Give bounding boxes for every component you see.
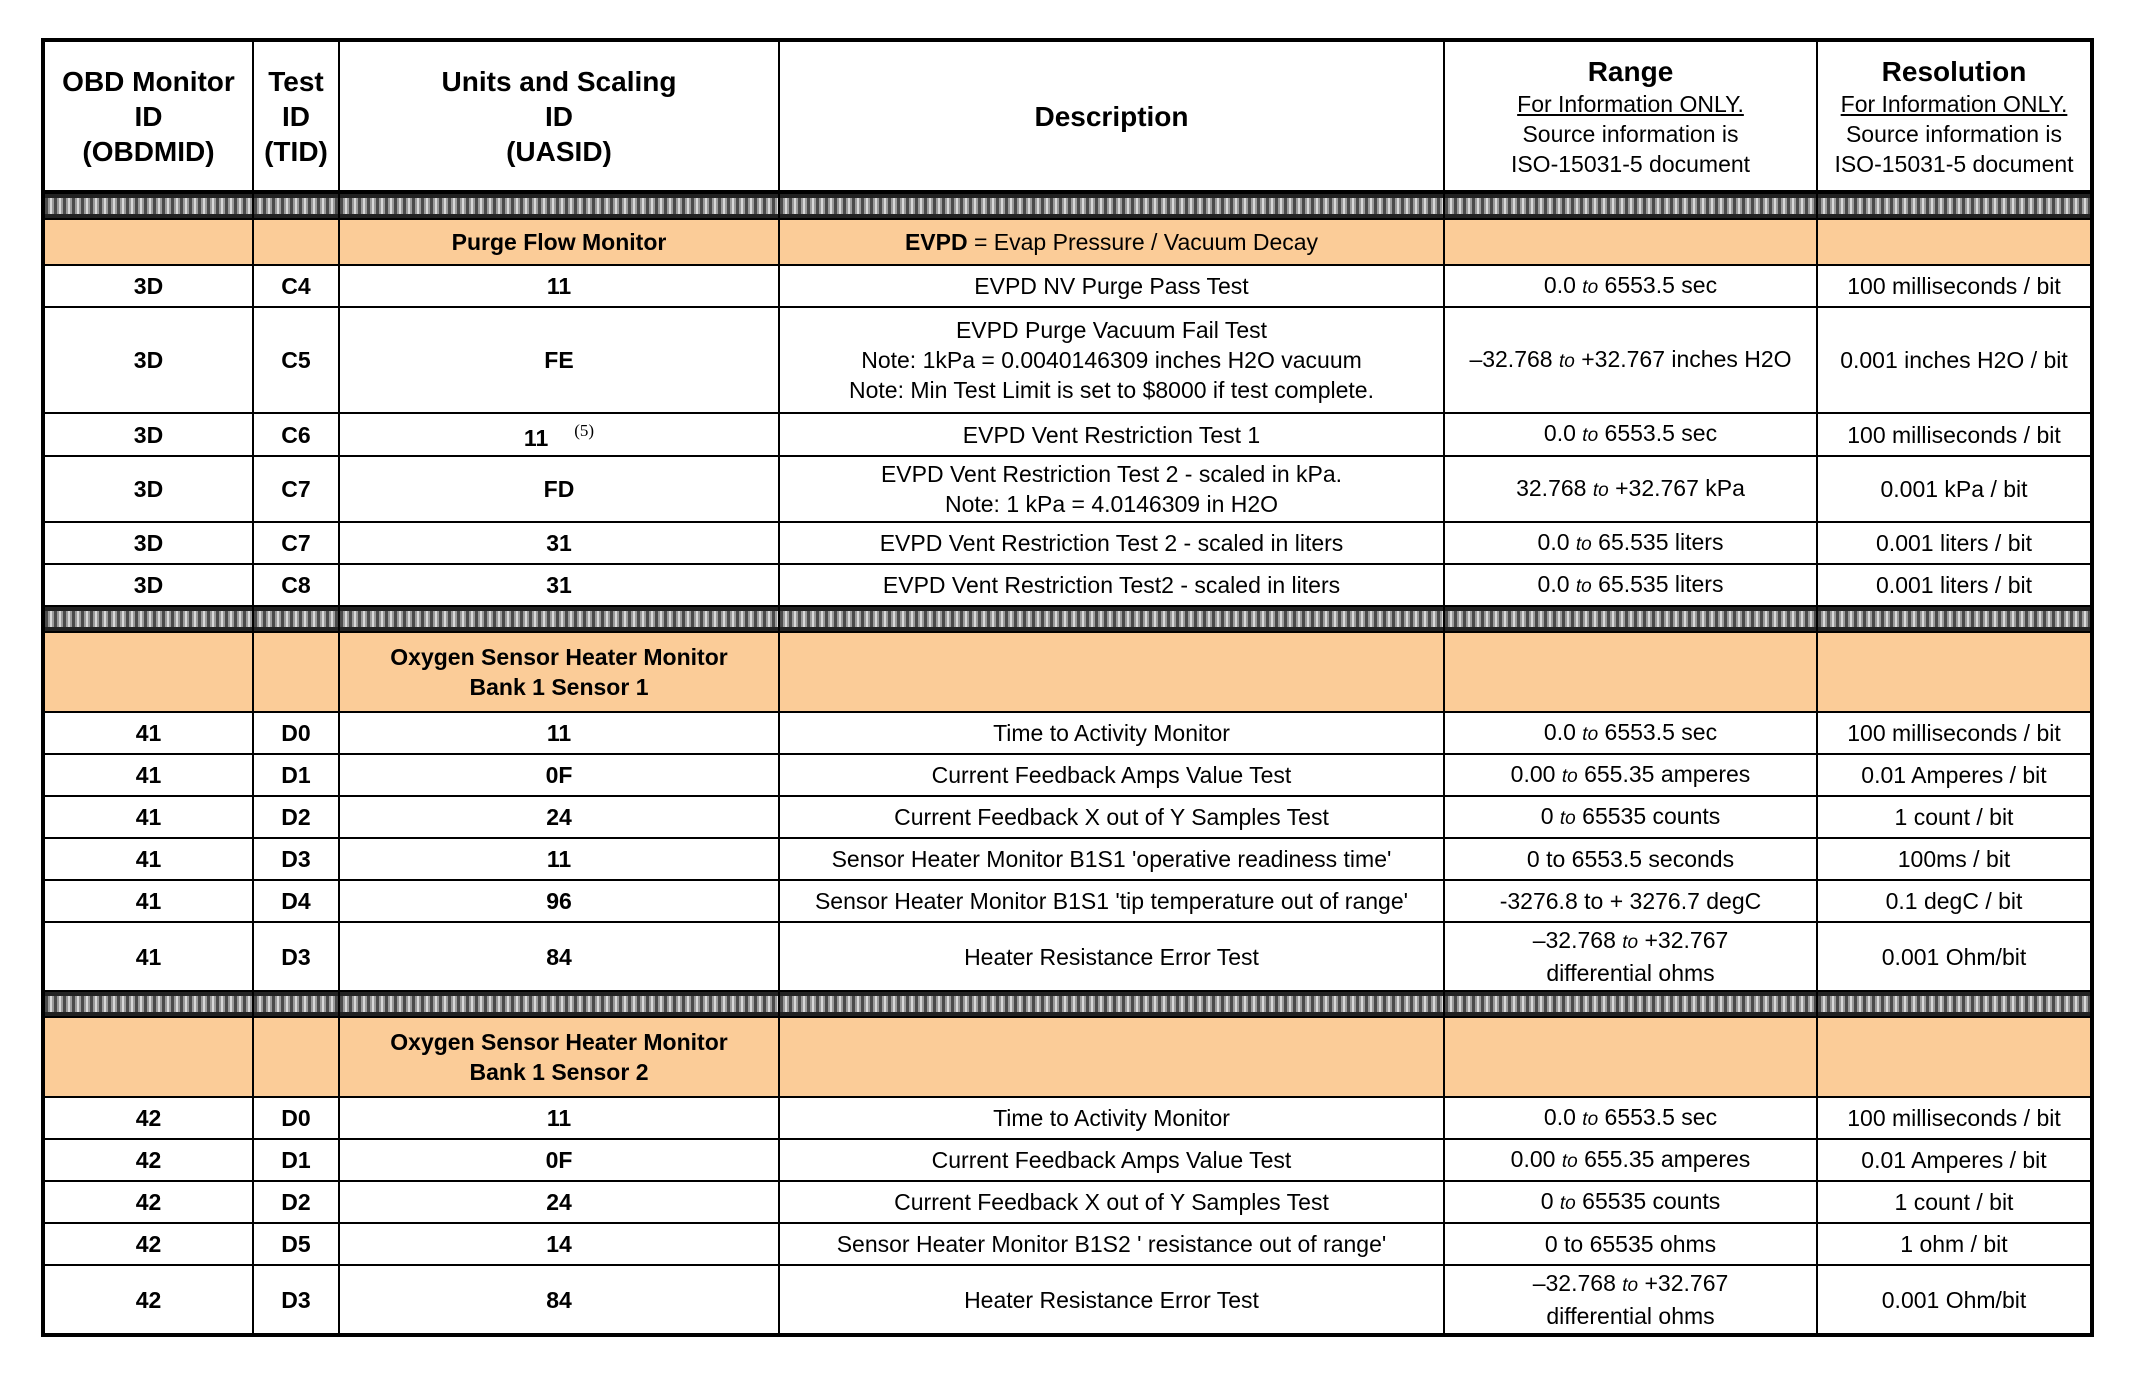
header-resolution-source: Source information is ISO-15031-5 document bbox=[1834, 120, 2074, 177]
cell-obdmid: 3D bbox=[43, 564, 253, 606]
table-row bbox=[43, 564, 2092, 606]
header-range-info: For Information ONLY. bbox=[1517, 90, 1744, 117]
separator-cell bbox=[779, 606, 1444, 632]
cell-resolution: 0.001 liters / bit bbox=[1817, 522, 2092, 564]
obdmid-table bbox=[41, 38, 2094, 1337]
cell-uasid: 11 bbox=[339, 1097, 779, 1139]
section-empty-cell bbox=[1444, 1017, 1817, 1097]
header-tid: Test ID (TID) bbox=[253, 40, 339, 192]
cell-range: 0 to 65535 ohms bbox=[1444, 1223, 1817, 1265]
separator-cell bbox=[43, 606, 253, 632]
cell-description: Heater Resistance Error Test bbox=[779, 1265, 1444, 1335]
cell-resolution: 100 milliseconds / bit bbox=[1817, 265, 2092, 307]
cell-tid: D0 bbox=[253, 712, 339, 754]
separator-cell bbox=[339, 606, 779, 632]
cell-description: Current Feedback Amps Value Test bbox=[779, 1139, 1444, 1181]
cell-range: 0.0 to 65.535 liters bbox=[1444, 564, 1817, 606]
section-title: Purge Flow Monitor bbox=[339, 219, 779, 265]
header-range bbox=[1444, 40, 1817, 192]
cell-tid: D0 bbox=[253, 1097, 339, 1139]
cell-range: 0 to 65535 counts bbox=[1444, 796, 1817, 838]
section-description bbox=[779, 1017, 1444, 1097]
cell-resolution: 0.01 Amperes / bit bbox=[1817, 1139, 2092, 1181]
cell-obdmid: 41 bbox=[43, 796, 253, 838]
cell-description: Current Feedback X out of Y Samples Test bbox=[779, 1181, 1444, 1223]
cell-range: 0.0 to 6553.5 sec bbox=[1444, 265, 1817, 307]
section-empty-cell bbox=[1444, 632, 1817, 712]
separator-cell bbox=[339, 192, 779, 219]
section-header-row bbox=[43, 219, 2092, 265]
cell-tid: D1 bbox=[253, 1139, 339, 1181]
footnote-marker: (5) bbox=[574, 421, 595, 440]
separator-cell bbox=[253, 991, 339, 1017]
table-row bbox=[43, 796, 2092, 838]
header-obdmid: OBD Monitor ID (OBDMID) bbox=[43, 40, 253, 192]
cell-description: Sensor Heater Monitor B1S1 'operative readiness time' bbox=[779, 838, 1444, 880]
separator-cell bbox=[779, 192, 1444, 219]
cell-tid: D5 bbox=[253, 1223, 339, 1265]
cell-resolution: 0.01 Amperes / bit bbox=[1817, 754, 2092, 796]
cell-resolution: 0.001 kPa / bit bbox=[1817, 456, 2092, 522]
cell-obdmid: 42 bbox=[43, 1097, 253, 1139]
cell-range: 0 to 65535 counts bbox=[1444, 1181, 1817, 1223]
table-row bbox=[43, 456, 2092, 522]
table-body bbox=[43, 40, 2092, 1335]
section-title: Oxygen Sensor Heater Monitor Bank 1 Sensor 2 bbox=[339, 1017, 779, 1097]
table-row bbox=[43, 922, 2092, 991]
cell-resolution: 100 milliseconds / bit bbox=[1817, 712, 2092, 754]
header-description: Description bbox=[779, 40, 1444, 192]
section-empty-cell bbox=[253, 632, 339, 712]
section-description bbox=[779, 632, 1444, 712]
cell-obdmid: 41 bbox=[43, 922, 253, 991]
cell-tid: D4 bbox=[253, 880, 339, 922]
cell-description: Sensor Heater Monitor B1S1 'tip temperature out of range' bbox=[779, 880, 1444, 922]
cell-tid: C6 bbox=[253, 413, 339, 456]
cell-uasid: 0F bbox=[339, 754, 779, 796]
cell-tid: C7 bbox=[253, 456, 339, 522]
table-row bbox=[43, 838, 2092, 880]
table-row bbox=[43, 307, 2092, 413]
table-row bbox=[43, 1097, 2092, 1139]
separator-cell bbox=[1444, 606, 1817, 632]
cell-tid: C5 bbox=[253, 307, 339, 413]
cell-obdmid: 42 bbox=[43, 1181, 253, 1223]
cell-range: –32.768 to +32.767 inches H2O bbox=[1444, 307, 1817, 413]
cell-resolution: 0.001 Ohm/bit bbox=[1817, 1265, 2092, 1335]
section-empty-cell bbox=[43, 632, 253, 712]
cell-resolution: 1 count / bit bbox=[1817, 796, 2092, 838]
section-empty-cell bbox=[43, 219, 253, 265]
header-resolution-title: Resolution bbox=[1881, 55, 2027, 87]
separator-cell bbox=[1817, 991, 2092, 1017]
cell-description: EVPD Vent Restriction Test 2 - scaled in liters bbox=[779, 522, 1444, 564]
section-separator bbox=[43, 192, 2092, 219]
section-empty-cell bbox=[1817, 632, 2092, 712]
separator-cell bbox=[1444, 991, 1817, 1017]
table-row bbox=[43, 265, 2092, 307]
table-row bbox=[43, 754, 2092, 796]
table-row bbox=[43, 712, 2092, 754]
section-header-row bbox=[43, 1017, 2092, 1097]
cell-obdmid: 41 bbox=[43, 712, 253, 754]
table-row bbox=[43, 1223, 2092, 1265]
cell-description: Current Feedback X out of Y Samples Test bbox=[779, 796, 1444, 838]
cell-tid: D2 bbox=[253, 796, 339, 838]
cell-uasid: 31 bbox=[339, 564, 779, 606]
cell-uasid: 24 bbox=[339, 796, 779, 838]
section-description bbox=[779, 219, 1444, 265]
cell-uasid: 96 bbox=[339, 880, 779, 922]
section-empty-cell bbox=[43, 1017, 253, 1097]
cell-uasid: 11 bbox=[339, 712, 779, 754]
section-empty-cell bbox=[1817, 219, 2092, 265]
cell-obdmid: 3D bbox=[43, 413, 253, 456]
cell-range: –32.768 to +32.767 differential ohms bbox=[1444, 922, 1817, 991]
cell-resolution: 100 milliseconds / bit bbox=[1817, 1097, 2092, 1139]
cell-range: 0.0 to 6553.5 sec bbox=[1444, 712, 1817, 754]
cell-range: 32.768 to +32.767 kPa bbox=[1444, 456, 1817, 522]
cell-uasid: 11 $^{(5)}$ bbox=[339, 413, 779, 456]
cell-obdmid: 3D bbox=[43, 456, 253, 522]
cell-tid: C8 bbox=[253, 564, 339, 606]
cell-description: Current Feedback Amps Value Test bbox=[779, 754, 1444, 796]
cell-description: EVPD Vent Restriction Test 2 - scaled in kPa. Note: 1 kPa = 4.0146309 in H2O bbox=[779, 456, 1444, 522]
cell-resolution: 100 milliseconds / bit bbox=[1817, 413, 2092, 456]
cell-range: 0 to 6553.5 seconds bbox=[1444, 838, 1817, 880]
header-resolution-info: For Information ONLY. bbox=[1840, 90, 2068, 117]
cell-range: -3276.8 to + 3276.7 degC bbox=[1444, 880, 1817, 922]
cell-resolution: 0.001 liters / bit bbox=[1817, 564, 2092, 606]
separator-cell bbox=[43, 991, 253, 1017]
cell-range: 0.00 to 655.35 amperes bbox=[1444, 754, 1817, 796]
cell-resolution: 0.001 inches H2O / bit bbox=[1817, 307, 2092, 413]
cell-resolution: 1 count / bit bbox=[1817, 1181, 2092, 1223]
cell-description: EVPD Purge Vacuum Fail Test Note: 1kPa = 0.0040146309 inches H2O vacuum Note: Min Test Limit is set to $8000 if test complete. bbox=[779, 307, 1444, 413]
table-row bbox=[43, 1265, 2092, 1335]
section-description-text: = Evap Pressure / Vacuum Decay bbox=[967, 229, 1319, 255]
section-empty-cell bbox=[1817, 1017, 2092, 1097]
separator-cell bbox=[779, 991, 1444, 1017]
section-title: Oxygen Sensor Heater Monitor Bank 1 Sensor 1 bbox=[339, 632, 779, 712]
cell-tid: D3 bbox=[253, 1265, 339, 1335]
cell-tid: D2 bbox=[253, 1181, 339, 1223]
cell-uasid: 14 bbox=[339, 1223, 779, 1265]
cell-uasid: 0F bbox=[339, 1139, 779, 1181]
cell-range: 0.0 to 65.535 liters bbox=[1444, 522, 1817, 564]
cell-description: Heater Resistance Error Test bbox=[779, 922, 1444, 991]
header-range-source: Source information is ISO-15031-5 document bbox=[1510, 120, 1751, 177]
cell-resolution: 100ms / bit bbox=[1817, 838, 2092, 880]
cell-description: Time to Activity Monitor bbox=[779, 1097, 1444, 1139]
obdmid-table-page bbox=[41, 38, 2090, 1337]
cell-uasid: 24 bbox=[339, 1181, 779, 1223]
cell-tid: D3 bbox=[253, 838, 339, 880]
cell-range: 0.0 to 6553.5 sec bbox=[1444, 413, 1817, 456]
cell-description: EVPD Vent Restriction Test 1 bbox=[779, 413, 1444, 456]
separator-cell bbox=[253, 606, 339, 632]
cell-uasid: FE bbox=[339, 307, 779, 413]
table-row bbox=[43, 1181, 2092, 1223]
cell-uasid: 84 bbox=[339, 922, 779, 991]
cell-tid: D1 bbox=[253, 754, 339, 796]
separator-cell bbox=[1444, 192, 1817, 219]
section-separator bbox=[43, 606, 2092, 632]
cell-description: EVPD NV Purge Pass Test bbox=[779, 265, 1444, 307]
cell-tid: D3 bbox=[253, 922, 339, 991]
cell-uasid: 11 bbox=[339, 265, 779, 307]
cell-obdmid: 3D bbox=[43, 265, 253, 307]
header-row bbox=[43, 40, 2092, 192]
cell-obdmid: 41 bbox=[43, 754, 253, 796]
section-header-row bbox=[43, 632, 2092, 712]
cell-description: EVPD Vent Restriction Test2 - scaled in liters bbox=[779, 564, 1444, 606]
separator-cell bbox=[253, 192, 339, 219]
header-range-title: Range bbox=[1587, 55, 1674, 87]
cell-uasid: 11 bbox=[339, 838, 779, 880]
cell-range: 0.00 to 655.35 amperes bbox=[1444, 1139, 1817, 1181]
cell-obdmid: 3D bbox=[43, 522, 253, 564]
cell-range: 0.0 to 6553.5 sec bbox=[1444, 1097, 1817, 1139]
header-resolution bbox=[1817, 40, 2092, 192]
section-empty-cell bbox=[253, 219, 339, 265]
cell-obdmid: 3D bbox=[43, 307, 253, 413]
cell-tid: C4 bbox=[253, 265, 339, 307]
cell-description: Sensor Heater Monitor B1S2 ' resistance out of range' bbox=[779, 1223, 1444, 1265]
table-row bbox=[43, 880, 2092, 922]
section-separator bbox=[43, 991, 2092, 1017]
cell-uasid: 84 bbox=[339, 1265, 779, 1335]
separator-cell bbox=[339, 991, 779, 1017]
header-uasid: Units and Scaling ID (UASID) bbox=[339, 40, 779, 192]
cell-resolution: 0.001 Ohm/bit bbox=[1817, 922, 2092, 991]
cell-obdmid: 42 bbox=[43, 1265, 253, 1335]
cell-uasid: FD bbox=[339, 456, 779, 522]
table-row bbox=[43, 1139, 2092, 1181]
cell-uasid: 31 bbox=[339, 522, 779, 564]
cell-obdmid: 42 bbox=[43, 1139, 253, 1181]
separator-cell bbox=[43, 192, 253, 219]
cell-obdmid: 41 bbox=[43, 838, 253, 880]
cell-obdmid: 42 bbox=[43, 1223, 253, 1265]
separator-cell bbox=[1817, 192, 2092, 219]
cell-tid: C7 bbox=[253, 522, 339, 564]
separator-cell bbox=[1817, 606, 2092, 632]
cell-resolution: 1 ohm / bit bbox=[1817, 1223, 2092, 1265]
section-description-abbrev: EVPD bbox=[904, 229, 968, 255]
table-row bbox=[43, 522, 2092, 564]
section-empty-cell bbox=[253, 1017, 339, 1097]
cell-range: –32.768 to +32.767 differential ohms bbox=[1444, 1265, 1817, 1335]
table-row bbox=[43, 413, 2092, 456]
section-empty-cell bbox=[1444, 219, 1817, 265]
cell-obdmid: 41 bbox=[43, 880, 253, 922]
cell-resolution: 0.1 degC / bit bbox=[1817, 880, 2092, 922]
cell-description: Time to Activity Monitor bbox=[779, 712, 1444, 754]
